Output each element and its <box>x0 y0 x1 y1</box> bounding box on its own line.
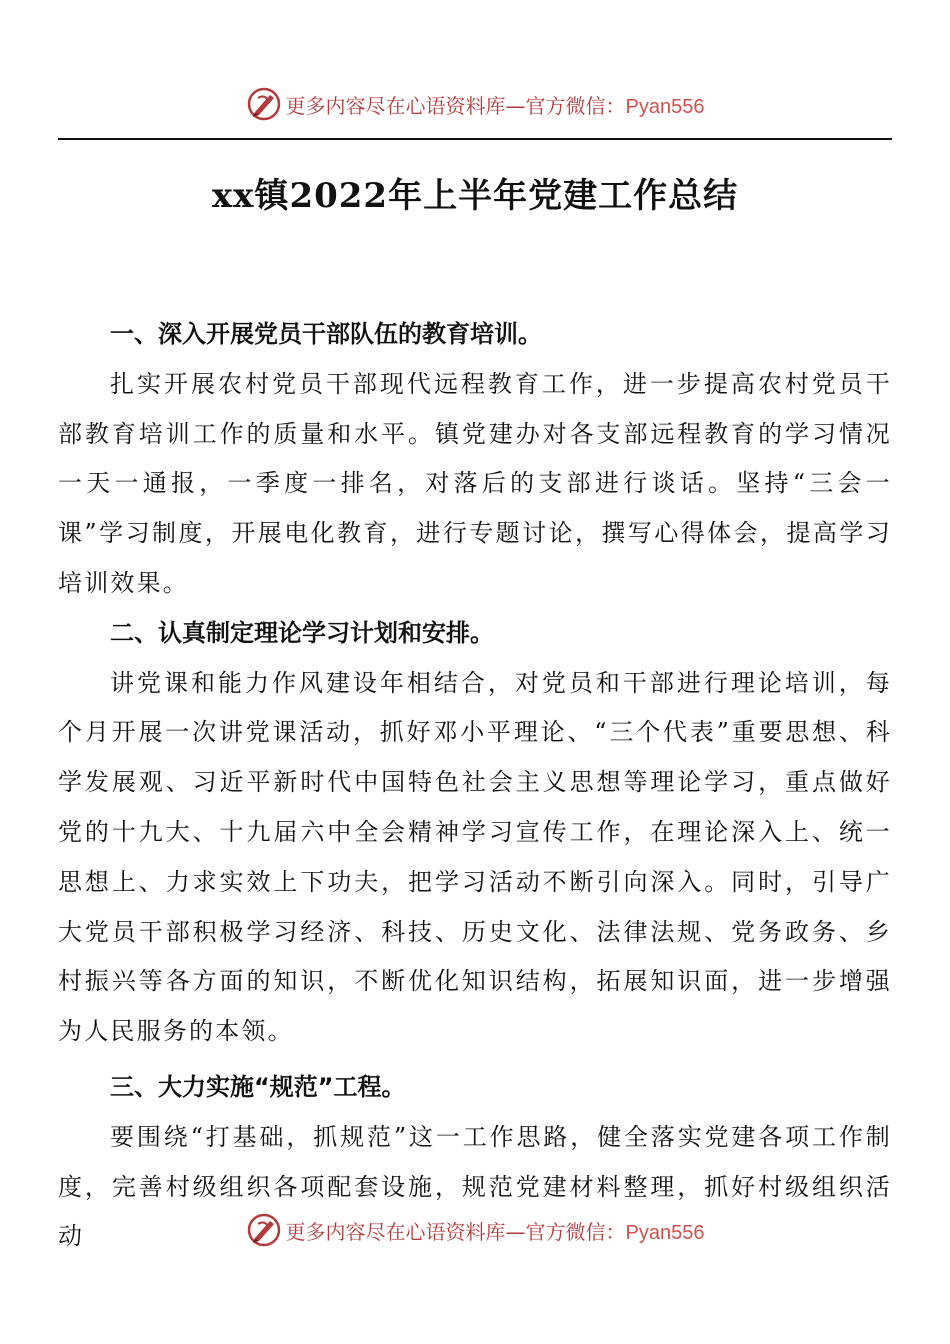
banner-text <box>286 90 705 119</box>
banner-wechat-id: Pyan556 <box>625 1221 705 1244</box>
section-paragraph: 要围绕“打基础，抓规范”这一工作思路，健全落实党建各项工作制度，完善村级组织各项配套设施，规范党建材料整理，抓好村级组织活动 <box>58 1122 892 1251</box>
banner-wechat-id: Pyan556 <box>625 95 705 118</box>
document-body <box>58 310 892 1262</box>
banner-text <box>286 1216 705 1245</box>
section-heading: 二、认真制定理论学习计划和安排。 <box>110 618 494 647</box>
section-paragraph: 讲党课和能力作风建设年相结合，对党员和干部进行理论培训，每个月开展一次讲党课活动，抓好邓小平理论、“三个代表”重要思想、科学发展观、习近平新时代中国特色社会主义思想等理论学习，重点做好党的十九大、十九届六中全会精神学习宣传工作，在理论深入上、统一思想上、力求实效上下功夫，把学习活动不断引向深入。同时，引导广大党员干部积极学习经济、科技、历史文化、法律法规、党务政务、乡村振兴等各方面的知识，不断优化知识结构，拓展知识面，进一步增强为人民服务的本领。 <box>58 668 892 1046</box>
header-banner <box>0 84 950 124</box>
section-heading: 三、大力实施“规范”工程。 <box>110 1072 406 1101</box>
brand-logo-icon <box>246 1212 282 1248</box>
brand-logo-icon <box>246 86 282 122</box>
banner-label: 更多内容尽在心语资料库—官方微信： <box>285 93 626 118</box>
banner-label: 更多内容尽在心语资料库—官方微信： <box>285 1219 626 1244</box>
page-title: xx镇2022年上半年党建工作总结 <box>211 176 739 216</box>
section-heading: 一、深入开展党员干部队伍的教育培训。 <box>110 320 542 348</box>
footer-banner <box>0 1210 950 1250</box>
section-paragraph: 扎实开展农村党员干部现代远程教育工作，进一步提高农村党员干部教育培训工作的质量和水平。镇党建办对各支部远程教育的学习情况一天一通报，一季度一排名，对落后的支部进行谈话。坚持“三会一课”学习制度，开展电化教育，进行专题讨论，撰写心得体会，提高学习培训效果。 <box>58 369 892 597</box>
header-divider <box>58 138 892 140</box>
